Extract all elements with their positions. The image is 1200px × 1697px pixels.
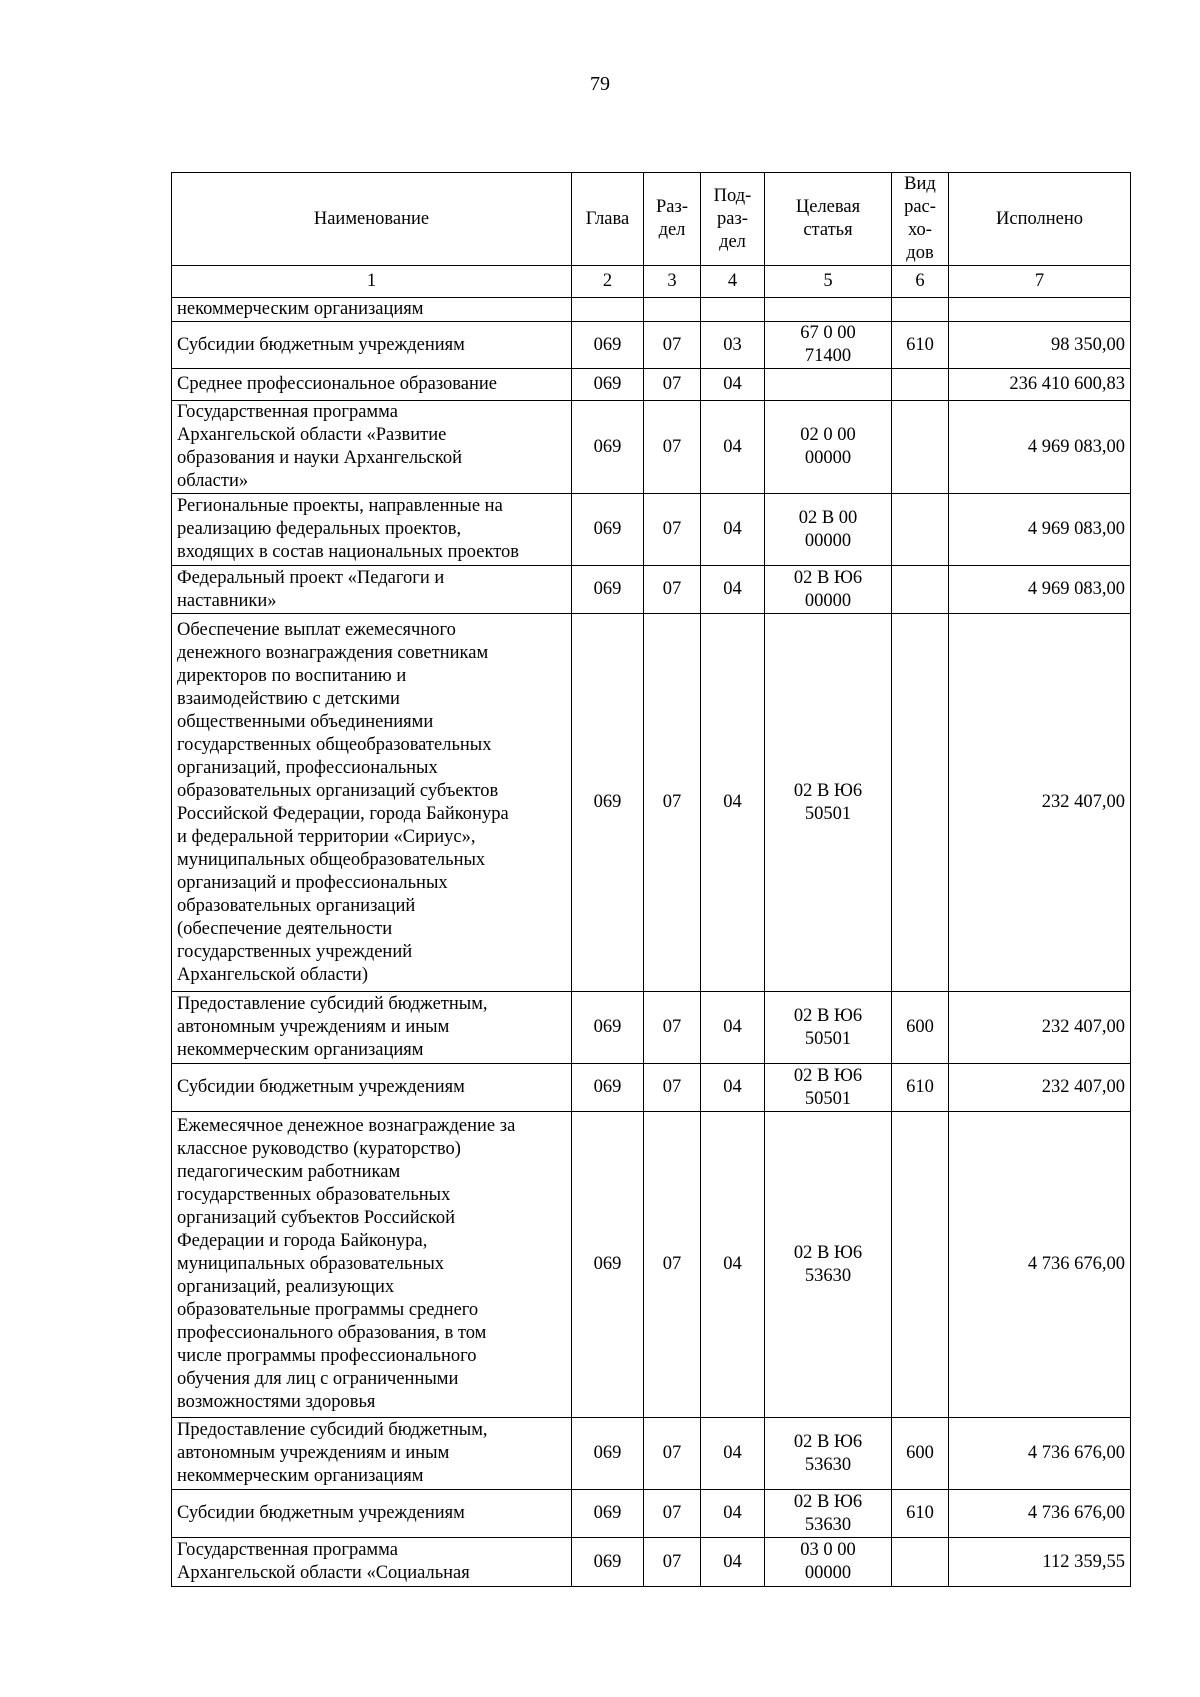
row-razdel: 07 bbox=[644, 992, 701, 1064]
column-number: 5 bbox=[765, 266, 892, 298]
row-amount: 4 969 083,00 bbox=[949, 566, 1131, 614]
row-razdel: 07 bbox=[644, 1064, 701, 1112]
row-amount: 4 969 083,00 bbox=[949, 494, 1131, 566]
row-amount: 98 350,00 bbox=[949, 322, 1131, 369]
row-glava: 069 bbox=[572, 614, 644, 992]
row-glava: 069 bbox=[572, 1112, 644, 1418]
row-target-article: 02 0 00 00000 bbox=[765, 401, 892, 494]
row-razdel: 07 bbox=[644, 322, 701, 369]
row-podrazdel bbox=[701, 298, 765, 322]
row-glava bbox=[572, 298, 644, 322]
header-cell: Глава bbox=[572, 173, 644, 266]
column-number: 3 bbox=[644, 266, 701, 298]
row-glava: 069 bbox=[572, 1538, 644, 1587]
row-expense-type: 600 bbox=[892, 992, 949, 1064]
row-target-article: 02 В Ю6 50501 bbox=[765, 992, 892, 1064]
table-row bbox=[172, 1538, 1131, 1587]
row-glava: 069 bbox=[572, 322, 644, 369]
row-name: Государственная программа Архангельской области «Развитие образования и науки Архангельской области» bbox=[172, 401, 572, 494]
row-glava: 069 bbox=[572, 401, 644, 494]
row-razdel: 07 bbox=[644, 1490, 701, 1538]
row-name: Обеспечение выплат ежемесячного денежного вознаграждения советникам директоров по воспитанию и взаимодействию с детскими общественными объединениями государственных общеобразовательных организаций, профессиональных образовательных организаций субъектов Российской Федерации, города Байконура и федеральной территории «Сириус», муниципальных общеобразовательных организаций и профессиональных образовательных организаций (обеспечение деятельности государственных учреждений Архангельской области) bbox=[172, 614, 572, 992]
row-podrazdel: 03 bbox=[701, 322, 765, 369]
row-target-article: 03 0 00 00000 bbox=[765, 1538, 892, 1587]
row-razdel: 07 bbox=[644, 1112, 701, 1418]
row-podrazdel: 04 bbox=[701, 992, 765, 1064]
header-cell: Целевая статья bbox=[765, 173, 892, 266]
row-podrazdel: 04 bbox=[701, 494, 765, 566]
table-row bbox=[172, 1490, 1131, 1538]
row-amount: 4 736 676,00 bbox=[949, 1112, 1131, 1418]
row-name: Ежемесячное денежное вознаграждение за классное руководство (кураторство) педагогическим работникам государственных образовательных организаций субъектов Российской Федерации и города Байконура, муниципальных образовательных организаций, реализующих образовательные программы среднего профессионального образования, в том числе программы профессионального обучения для лиц с ограниченными возможностями здоровья bbox=[172, 1112, 572, 1418]
row-podrazdel: 04 bbox=[701, 1538, 765, 1587]
table-row bbox=[172, 1418, 1131, 1490]
row-amount: 232 407,00 bbox=[949, 614, 1131, 992]
row-podrazdel: 04 bbox=[701, 369, 765, 401]
row-expense-type: 610 bbox=[892, 1490, 949, 1538]
row-target-article bbox=[765, 298, 892, 322]
row-podrazdel: 04 bbox=[701, 1418, 765, 1490]
row-glava: 069 bbox=[572, 1418, 644, 1490]
column-number: 4 bbox=[701, 266, 765, 298]
row-expense-type bbox=[892, 401, 949, 494]
budget-table bbox=[171, 172, 1131, 1587]
column-number: 1 bbox=[172, 266, 572, 298]
row-target-article: 02 В Ю6 53630 bbox=[765, 1418, 892, 1490]
header-cell: Раз- дел bbox=[644, 173, 701, 266]
row-name: Предоставление субсидий бюджетным, автономным учреждениям и иным некоммерческим организациям bbox=[172, 1418, 572, 1490]
row-name: Региональные проекты, направленные на реализацию федеральных проектов, входящих в состав национальных проектов bbox=[172, 494, 572, 566]
header-cell: Вид рас- хо- дов bbox=[892, 173, 949, 266]
table-row bbox=[172, 298, 1131, 322]
header-cell: Под- раз- дел bbox=[701, 173, 765, 266]
column-number: 7 bbox=[949, 266, 1131, 298]
table-row bbox=[172, 992, 1131, 1064]
row-razdel: 07 bbox=[644, 401, 701, 494]
table-row bbox=[172, 614, 1131, 992]
row-expense-type: 610 bbox=[892, 1064, 949, 1112]
row-target-article bbox=[765, 369, 892, 401]
row-amount: 112 359,55 bbox=[949, 1538, 1131, 1587]
column-number: 2 bbox=[572, 266, 644, 298]
table-row bbox=[172, 369, 1131, 401]
row-name: Субсидии бюджетным учреждениям bbox=[172, 1490, 572, 1538]
row-podrazdel: 04 bbox=[701, 401, 765, 494]
row-expense-type: 610 bbox=[892, 322, 949, 369]
table-row bbox=[172, 494, 1131, 566]
row-name: Субсидии бюджетным учреждениям bbox=[172, 322, 572, 369]
row-expense-type bbox=[892, 614, 949, 992]
column-number: 6 bbox=[892, 266, 949, 298]
row-target-article: 02 В Ю6 53630 bbox=[765, 1112, 892, 1418]
row-name: некоммерческим организациям bbox=[172, 298, 572, 322]
row-target-article: 02 В 00 00000 bbox=[765, 494, 892, 566]
row-amount: 4 969 083,00 bbox=[949, 401, 1131, 494]
row-target-article: 67 0 00 71400 bbox=[765, 322, 892, 369]
row-expense-type bbox=[892, 566, 949, 614]
row-glava: 069 bbox=[572, 992, 644, 1064]
column-number-row bbox=[172, 266, 1131, 298]
row-razdel: 07 bbox=[644, 494, 701, 566]
row-amount: 232 407,00 bbox=[949, 992, 1131, 1064]
row-glava: 069 bbox=[572, 566, 644, 614]
row-amount: 4 736 676,00 bbox=[949, 1418, 1131, 1490]
row-razdel: 07 bbox=[644, 1538, 701, 1587]
table-body bbox=[172, 298, 1131, 1587]
row-glava: 069 bbox=[572, 369, 644, 401]
row-podrazdel: 04 bbox=[701, 1112, 765, 1418]
row-razdel: 07 bbox=[644, 614, 701, 992]
row-glava: 069 bbox=[572, 1064, 644, 1112]
row-target-article: 02 В Ю6 50501 bbox=[765, 1064, 892, 1112]
row-podrazdel: 04 bbox=[701, 566, 765, 614]
row-amount bbox=[949, 298, 1131, 322]
header-cell: Исполнено bbox=[949, 173, 1131, 266]
row-razdel: 07 bbox=[644, 566, 701, 614]
row-razdel: 07 bbox=[644, 1418, 701, 1490]
row-podrazdel: 04 bbox=[701, 614, 765, 992]
row-name: Предоставление субсидий бюджетным, автономным учреждениям и иным некоммерческим организациям bbox=[172, 992, 572, 1064]
table-row bbox=[172, 1112, 1131, 1418]
row-amount: 4 736 676,00 bbox=[949, 1490, 1131, 1538]
row-expense-type bbox=[892, 494, 949, 566]
row-amount: 236 410 600,83 bbox=[949, 369, 1131, 401]
row-glava: 069 bbox=[572, 1490, 644, 1538]
row-target-article: 02 В Ю6 50501 bbox=[765, 614, 892, 992]
page-number: 79 bbox=[590, 73, 610, 95]
row-name: Среднее профессиональное образование bbox=[172, 369, 572, 401]
row-glava: 069 bbox=[572, 494, 644, 566]
row-expense-type bbox=[892, 1112, 949, 1418]
row-expense-type bbox=[892, 369, 949, 401]
row-razdel bbox=[644, 298, 701, 322]
table-row bbox=[172, 1064, 1131, 1112]
header-cell: Наименование bbox=[172, 173, 572, 266]
row-expense-type: 600 bbox=[892, 1418, 949, 1490]
row-podrazdel: 04 bbox=[701, 1490, 765, 1538]
row-target-article: 02 В Ю6 53630 bbox=[765, 1490, 892, 1538]
row-podrazdel: 04 bbox=[701, 1064, 765, 1112]
row-expense-type bbox=[892, 298, 949, 322]
table-row bbox=[172, 322, 1131, 369]
row-name: Субсидии бюджетным учреждениям bbox=[172, 1064, 572, 1112]
row-name: Федеральный проект «Педагоги и наставники» bbox=[172, 566, 572, 614]
table-row bbox=[172, 401, 1131, 494]
row-razdel: 07 bbox=[644, 369, 701, 401]
row-expense-type bbox=[892, 1538, 949, 1587]
row-amount: 232 407,00 bbox=[949, 1064, 1131, 1112]
row-name: Государственная программа Архангельской области «Социальная bbox=[172, 1538, 572, 1587]
table-row bbox=[172, 566, 1131, 614]
row-target-article: 02 В Ю6 00000 bbox=[765, 566, 892, 614]
table-header-row bbox=[172, 173, 1131, 266]
